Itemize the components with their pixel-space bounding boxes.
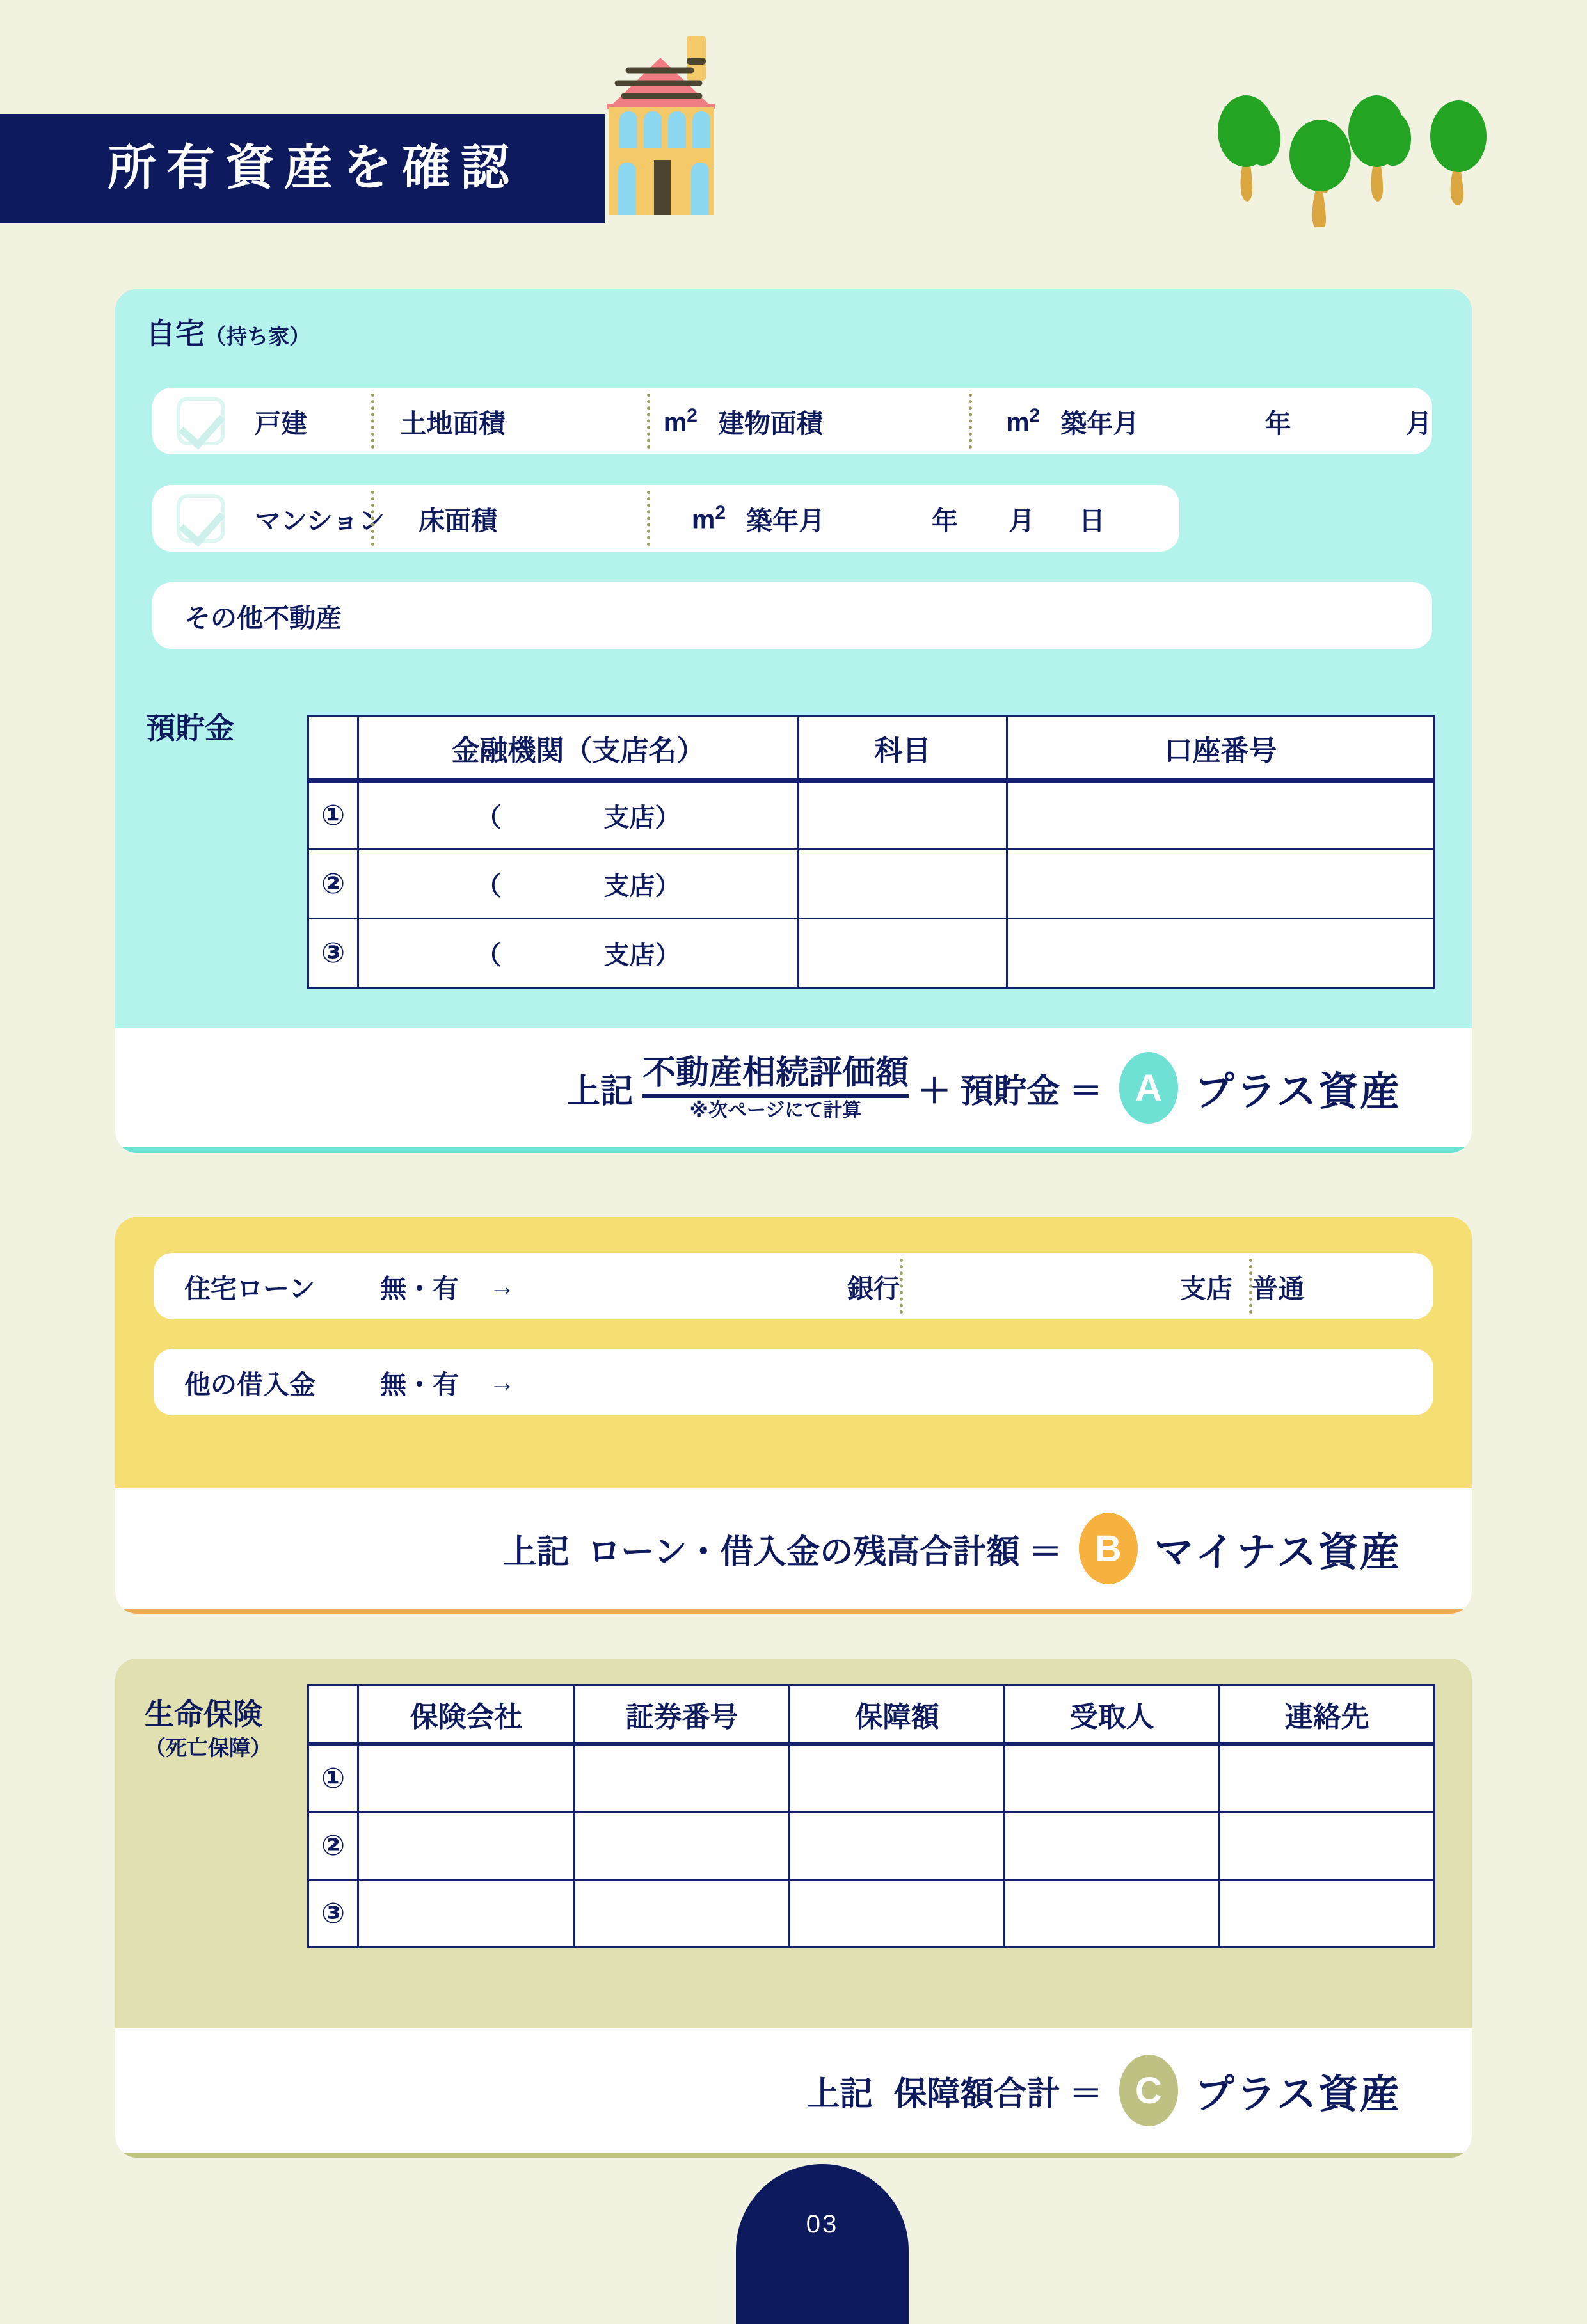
arrow-mortgage-icon: →: [489, 1271, 515, 1301]
savings-cell-bank[interactable]: （ 支店）: [358, 919, 799, 988]
ins-cell-beneficiary[interactable]: [1005, 1880, 1220, 1948]
ins-cell-company[interactable]: [358, 1880, 575, 1948]
ins-cell-contact[interactable]: [1220, 1880, 1435, 1948]
badge-b: B: [1079, 1513, 1138, 1584]
ins-row-index: ②: [308, 1812, 358, 1880]
label-condo-day: 日: [1079, 505, 1105, 536]
ins-cell-amount[interactable]: [790, 1812, 1005, 1880]
ins-cell-amount[interactable]: [790, 1744, 1005, 1812]
label-condominium: マンション: [255, 505, 385, 536]
ins-cell-policy-no[interactable]: [575, 1880, 790, 1948]
insurance-label: [145, 1694, 271, 1763]
savings-th-bank: 金融機関（支店名）: [358, 717, 799, 781]
ins-cell-amount[interactable]: [790, 1880, 1005, 1948]
label-other-loan: 他の借入金: [184, 1369, 315, 1399]
page-number: 03: [806, 2210, 839, 2238]
page-number-badge: [736, 2164, 909, 2324]
table-row[interactable]: [308, 781, 1435, 850]
insurance-summary-row: [115, 2055, 1472, 2126]
label-year: 年: [1264, 408, 1291, 438]
unit-land-area: $m^2$: [663, 404, 698, 437]
ins-cell-beneficiary[interactable]: [1005, 1744, 1220, 1812]
savings-cell-kind[interactable]: [799, 919, 1007, 988]
fraction-bar: [642, 1094, 909, 1098]
savings-row-index: ①: [308, 781, 358, 850]
row-condominium[interactable]: [152, 485, 1179, 552]
label-build-date: 築年月: [1060, 408, 1140, 438]
choice-other-loan[interactable]: 無・有: [380, 1369, 459, 1399]
arrow-other-loan-icon: →: [489, 1367, 515, 1397]
savings-row-index: ②: [308, 850, 358, 919]
savings-cell-account[interactable]: [1007, 850, 1435, 919]
insurance-label-sub: （死亡保障）: [145, 1736, 271, 1760]
savings-row-index: ③: [308, 919, 358, 988]
label-mortgage: 住宅ローン: [184, 1273, 315, 1303]
savings-table[interactable]: [307, 715, 1435, 989]
ins-cell-policy-no[interactable]: [575, 1744, 790, 1812]
label-building-area: 建物面積: [717, 408, 823, 438]
trees-illustration: [1187, 67, 1545, 227]
insurance-card-footer: [115, 2028, 1472, 2153]
assets-summary-prefix: 上記: [566, 1072, 634, 1110]
savings-label: 預貯金: [146, 712, 234, 745]
ins-cell-beneficiary[interactable]: [1005, 1812, 1220, 1880]
checkbox-condominium[interactable]: [177, 494, 225, 543]
savings-th-account: 口座番号: [1007, 717, 1435, 781]
ins-cell-contact[interactable]: [1220, 1812, 1435, 1880]
ins-th-policy-no: 証券番号: [575, 1685, 790, 1744]
insurance-summary-result: プラス資産: [1194, 2072, 1401, 2117]
liability-card-footer: [115, 1488, 1472, 1609]
savings-table-header-row: [308, 717, 1435, 781]
savings-cell-kind[interactable]: [799, 850, 1007, 919]
liability-summary-text: ローン・借入金の残高合計額 ＝: [587, 1533, 1062, 1571]
table-row[interactable]: [308, 919, 1435, 988]
table-row[interactable]: [308, 1880, 1435, 1948]
label-month: 月: [1405, 408, 1432, 438]
ins-th-contact: 連絡先: [1220, 1685, 1435, 1744]
assets-summary-row: [115, 1052, 1472, 1124]
label-detached-house: 戸建: [255, 408, 307, 438]
badge-c: C: [1119, 2055, 1178, 2126]
row-detached-house[interactable]: [152, 388, 1432, 454]
row-other-loan[interactable]: [154, 1349, 1433, 1415]
insurance-table-header-row: [308, 1685, 1435, 1744]
ins-th-index: [308, 1685, 358, 1744]
savings-cell-kind[interactable]: [799, 781, 1007, 850]
ins-cell-company[interactable]: [358, 1812, 575, 1880]
table-row[interactable]: [308, 1812, 1435, 1880]
label-bank: 銀行: [847, 1273, 900, 1303]
ins-cell-policy-no[interactable]: [575, 1812, 790, 1880]
table-row[interactable]: [308, 1744, 1435, 1812]
label-account-kind: 普通: [1252, 1273, 1304, 1303]
assets-card-footer: [115, 1028, 1472, 1147]
table-row[interactable]: [308, 850, 1435, 919]
savings-th-index: [308, 717, 358, 781]
label-other-real-estate: その他不動産: [184, 603, 342, 633]
savings-cell-bank[interactable]: （ 支店）: [358, 850, 799, 919]
liability-summary-result: マイナス資産: [1154, 1530, 1401, 1575]
unit-floor-area: $m^2$: [691, 502, 726, 534]
ins-row-index: ③: [308, 1880, 358, 1948]
real-estate-valuation-label: 不動産相続評価額: [642, 1055, 909, 1092]
assets-summary-result: プラス資産: [1194, 1069, 1401, 1114]
label-land-area: 土地面積: [400, 408, 506, 438]
liability-summary-row: [115, 1513, 1472, 1584]
ins-th-amount: 保障額: [790, 1685, 1005, 1744]
liability-summary-prefix: 上記: [503, 1533, 570, 1571]
home-label: [146, 319, 310, 348]
ins-th-company: 保険会社: [358, 1685, 575, 1744]
label-condo-month: 月: [1009, 505, 1035, 536]
real-estate-valuation-note: ※次ページにて計算: [689, 1099, 862, 1121]
real-estate-valuation-fraction: [642, 1055, 909, 1121]
ins-cell-contact[interactable]: [1220, 1744, 1435, 1812]
savings-th-kind: 科目: [799, 717, 1007, 781]
insurance-summary-text: 保障額合計 ＝: [893, 2075, 1103, 2113]
ins-th-beneficiary: 受取人: [1005, 1685, 1220, 1744]
label-condo-build-date: 築年月: [746, 505, 825, 536]
label-condo-year: 年: [932, 505, 958, 536]
savings-cell-account[interactable]: [1007, 919, 1435, 988]
badge-a: A: [1119, 1052, 1178, 1124]
home-label-main: 自宅: [146, 317, 205, 350]
assets-summary-plus-savings: ＋ 預貯金 ＝: [917, 1072, 1103, 1110]
insurance-label-main: 生命保険: [145, 1698, 262, 1731]
ins-row-index: ①: [308, 1744, 358, 1812]
house-illustration: [595, 33, 755, 225]
row-mortgage[interactable]: [154, 1253, 1433, 1319]
insurance-summary-prefix: 上記: [806, 2075, 873, 2113]
home-label-sub: （持ち家）: [205, 324, 310, 348]
choice-mortgage[interactable]: 無・有: [380, 1273, 459, 1303]
savings-cell-account[interactable]: [1007, 781, 1435, 850]
label-branch: 支店: [1180, 1273, 1232, 1303]
insurance-table[interactable]: [307, 1684, 1435, 1948]
page-title: 所有資産を確認: [108, 141, 520, 195]
checkbox-detached-house[interactable]: [177, 397, 225, 445]
ins-cell-company[interactable]: [358, 1744, 575, 1812]
page-title-banner: [0, 114, 605, 223]
row-other-real-estate[interactable]: [152, 582, 1432, 649]
label-floor-area: 床面積: [419, 505, 497, 536]
savings-cell-bank[interactable]: （ 支店）: [358, 781, 799, 850]
unit-building-area: $m^2$: [1006, 404, 1041, 437]
